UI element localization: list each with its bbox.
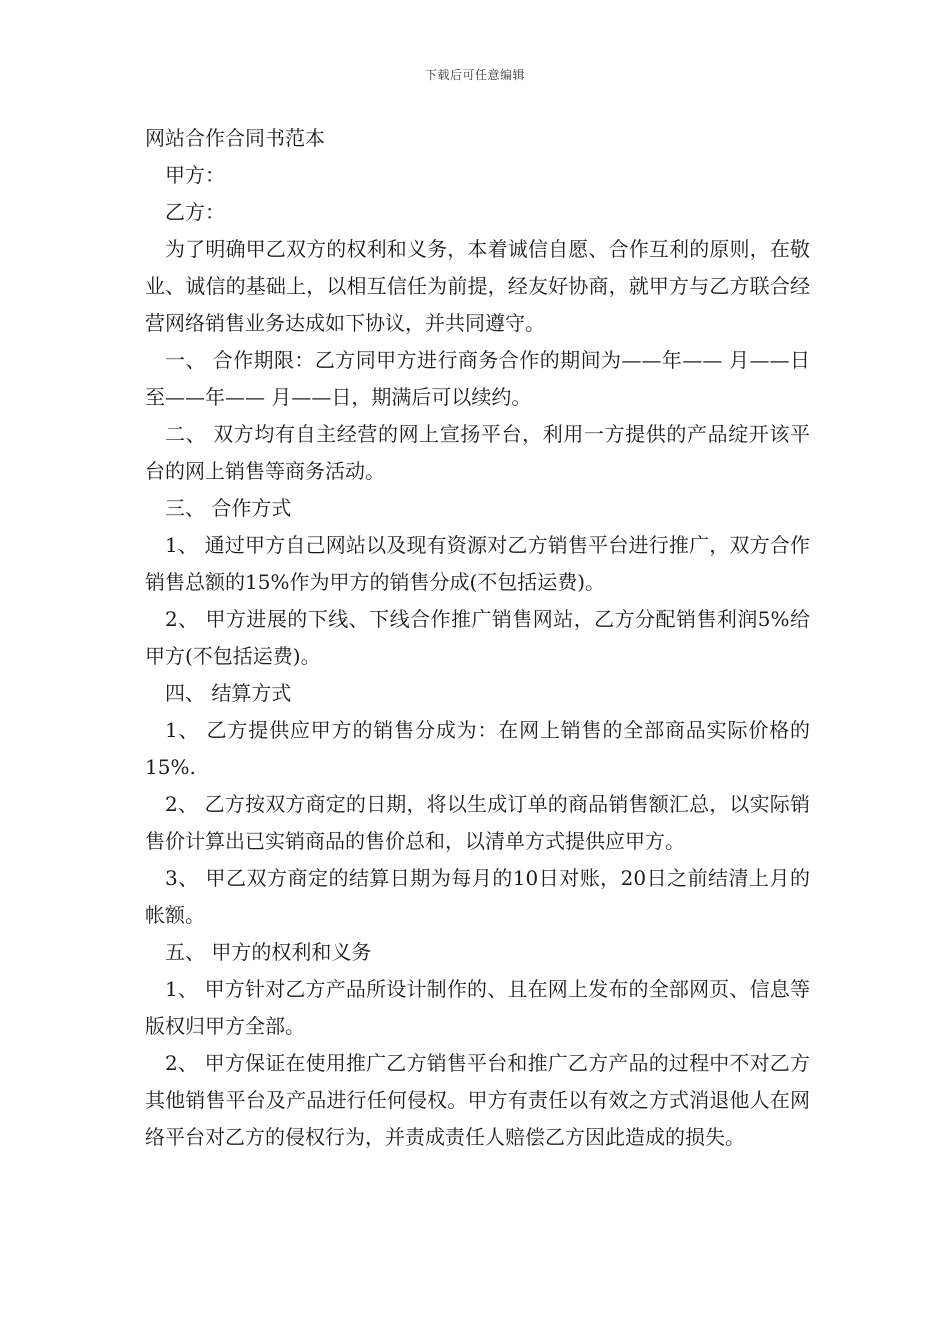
clause-4-item-2: 2、 乙方按双方商定的日期，将以生成订单的商品销售额汇总，以实际销售价计算出已实销商品的售价总和，以清单方式提供应甲方。	[145, 792, 810, 853]
party-a-line: 甲方：	[165, 163, 225, 187]
document-body	[145, 120, 810, 1156]
clause-4-item-3: 3、 甲乙双方商定的结算日期为每月的10日对账，20日之前结清上月的帐额。	[145, 866, 810, 927]
clause-1-term: 一、 合作期限：乙方同甲方进行商务合作的期间为——年—— 月——日至——年—— 月——日，期满后可以续约。	[145, 348, 810, 409]
clause-5-heading: 五、 甲方的权利和义务	[165, 940, 372, 964]
preamble-paragraph: 为了明确甲乙双方的权利和义务，本着诚信自愿、合作互利的原则，在敬业、诚信的基础上，以相互信任为前提，经友好协商，就甲方与乙方联合经营网络销售业务达成如下协议，并共同遵守。	[145, 237, 810, 335]
clause-4-heading: 四、 结算方式	[165, 681, 292, 705]
document-title: 网站合作合同书范本	[145, 126, 325, 150]
page-header-note: 下载后可任意编辑	[424, 68, 525, 82]
clause-4-item-1: 1、 乙方提供应甲方的销售分成为：在网上销售的全部商品实际价格的15%.	[145, 718, 810, 779]
clause-3-item-2: 2、 甲方进展的下线、下线合作推广销售网站，乙方分配销售利润5%给甲方(不包括运费)。	[145, 607, 810, 668]
clause-5-item-1: 1、 甲方针对乙方产品所设计制作的、且在网上发布的全部网页、信息等版权归甲方全部。	[145, 977, 810, 1038]
clause-5-item-2: 2、 甲方保证在使用推广乙方销售平台和推广乙方产品的过程中不对乙方其他销售平台及产品进行任何侵权。甲方有责任以有效之方式消退他人在网络平台对乙方的侵权行为，并责成责任人赔偿乙方因此造成的损失。	[145, 1051, 810, 1149]
clause-3-heading: 三、 合作方式	[165, 496, 292, 520]
clause-2-platform: 二、 双方均有自主经营的网上宣扬平台，利用一方提供的产品绽开该平台的网上销售等商务活动。	[145, 422, 810, 483]
party-b-line: 乙方：	[165, 200, 225, 224]
clause-3-item-1: 1、 通过甲方自己网站以及现有资源对乙方销售平台进行推广，双方合作销售总额的15%作为甲方的销售分成(不包括运费)。	[145, 533, 810, 594]
